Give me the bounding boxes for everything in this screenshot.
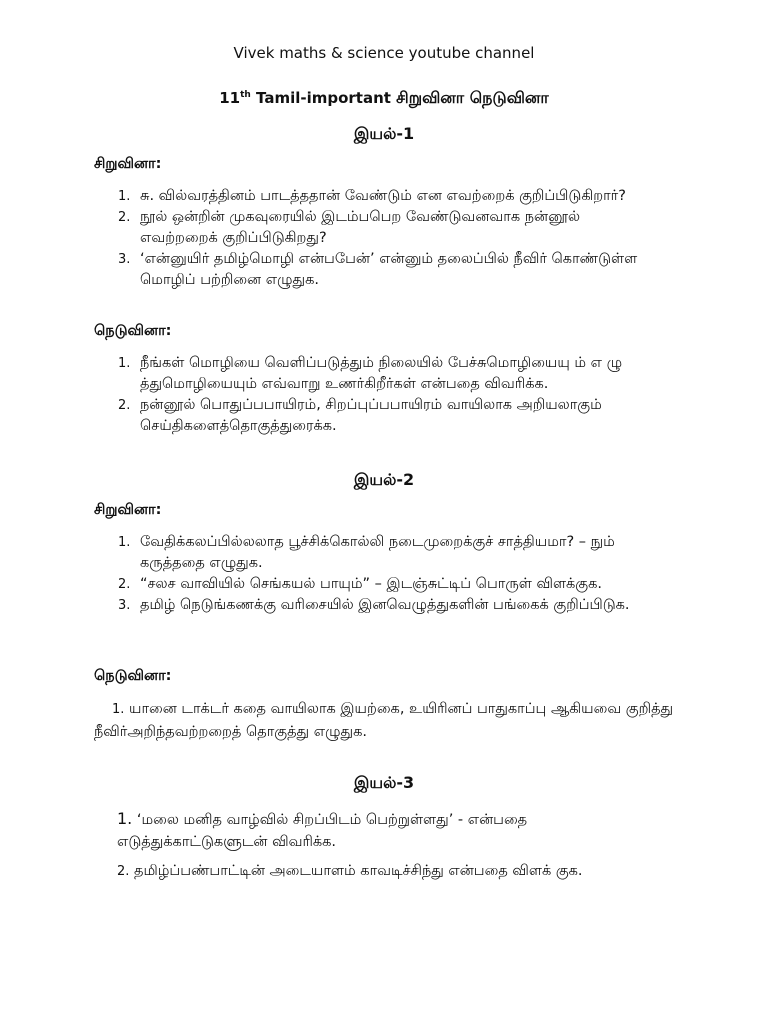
question-number: 1. (118, 535, 131, 550)
question-number: 3. (118, 252, 131, 267)
question-text: யானை டாக்டர் கதை வாயிலாக இயற்கை, உயிரினப் பாதுகாப்பு ஆகியவை குறித்து நீவிர்அறிந்தவற்றறைத் தொகுத்து எழுதுக. (94, 701, 674, 740)
question-text: “சலச வாவியில் செங்கயல் பாயும்” – இடஞ்சுட்டிப் பொருள் விளக்குக. (140, 576, 602, 592)
unit-2-short-questions (110, 532, 650, 616)
question-item (110, 532, 650, 574)
question-number: 2. (118, 398, 131, 413)
question-text: தமிழ் நெடுங்கணக்கு வரிசையில் இனவெழுத்துகளின் பங்கைக் குறிப்பிடுக. (140, 597, 630, 613)
unit-1-short-label: சிறுவினா: (94, 156, 162, 172)
question-number: 2. (118, 577, 131, 592)
question-item (110, 249, 650, 291)
question-text: நூல் ஒன்றின் முகவுரையில் இடம்பபெற வேண்டுவனவாக நன்னூல் எவற்றறைக் குறிப்பிடுகிறது? (140, 209, 581, 246)
question-text: வேதிக்கலப்பில்லலாத பூச்சிக்கொல்லி நடைமுறைக்குச் சாத்தியமா? – நும் கருத்ததை எழுதுக. (140, 534, 615, 571)
question-number: 3. (118, 598, 131, 613)
channel-header: Vivek maths & science youtube channel (233, 44, 535, 62)
question-item (110, 574, 650, 595)
question-number: 1. (117, 809, 133, 828)
unit-3-heading: இயல்-3 (353, 773, 415, 792)
question-item (110, 186, 650, 207)
question-number: 2. (117, 864, 130, 879)
title-grade-suffix: th (240, 90, 251, 100)
title-subject: Tamil-important (250, 89, 397, 107)
question-text: நன்னூல் பொதுப்பபாயிரம், சிறப்புப்பபாயிரம் வாயிலாக அறியலாகும் செய்திகளைத்தொகுத்துரைக்க. (140, 397, 602, 434)
unit-1-long-label: நெடுவினா: (94, 323, 172, 339)
title-tamil: சிறுவினா நெடுவினா (396, 88, 549, 107)
unit-2-long-label: நெடுவினா: (94, 668, 172, 684)
unit-1-heading: இயல்-1 (353, 124, 415, 143)
question-number: 1. (118, 189, 131, 204)
title-grade: 11 (219, 89, 241, 107)
question-item (110, 595, 650, 616)
unit-3-question-2 (117, 860, 677, 883)
question-number: 2. (118, 210, 131, 225)
unit-3-question-1 (117, 808, 677, 853)
question-text: தமிழ்ப்பண்பாட்டின் அடையாளம் காவடிச்சிந்து என்பதை விளக் குக. (134, 863, 583, 879)
question-text: நீங்கள் மொழியை வெளிப்படுத்தும் நிலையில் பேச்சுமொழியையு ம் எ ழு த்துமொழியையும் எவ்வாறு உணர்கிறீர்கள் என்பதை விவரிக்க. (140, 355, 623, 392)
question-text: சு. வில்வரத்தினம் பாடத்ததான் வேண்டும் என எவற்றைக் குறிப்பிடுகிறார்? (140, 188, 626, 204)
unit-1-short-questions (110, 186, 650, 291)
question-item (110, 395, 650, 437)
question-text: ‘மலை மனித வாழ்வில் சிறப்பிடம் பெற்றுள்ளது’ - என்பதை எடுத்துக்காட்டுகளுடன் விவரிக்க. (117, 812, 528, 850)
question-number: 1. (118, 356, 131, 371)
question-item (110, 353, 650, 395)
document-title (0, 88, 768, 109)
unit-2-heading: இயல்-2 (353, 470, 415, 489)
unit-1-long-questions (110, 353, 650, 437)
unit-2-short-label: சிறுவினா: (94, 502, 162, 518)
question-number: 1. (112, 702, 125, 717)
question-item (110, 207, 650, 249)
unit-2-long-question (94, 698, 684, 743)
question-text: ‘என்னுயிர் தமிழ்மொழி என்பபேன்’ என்னும் தலைப்பில் நீவிர் கொண்டுள்ள மொழிப் பற்றினை எழுதுக. (140, 251, 638, 288)
